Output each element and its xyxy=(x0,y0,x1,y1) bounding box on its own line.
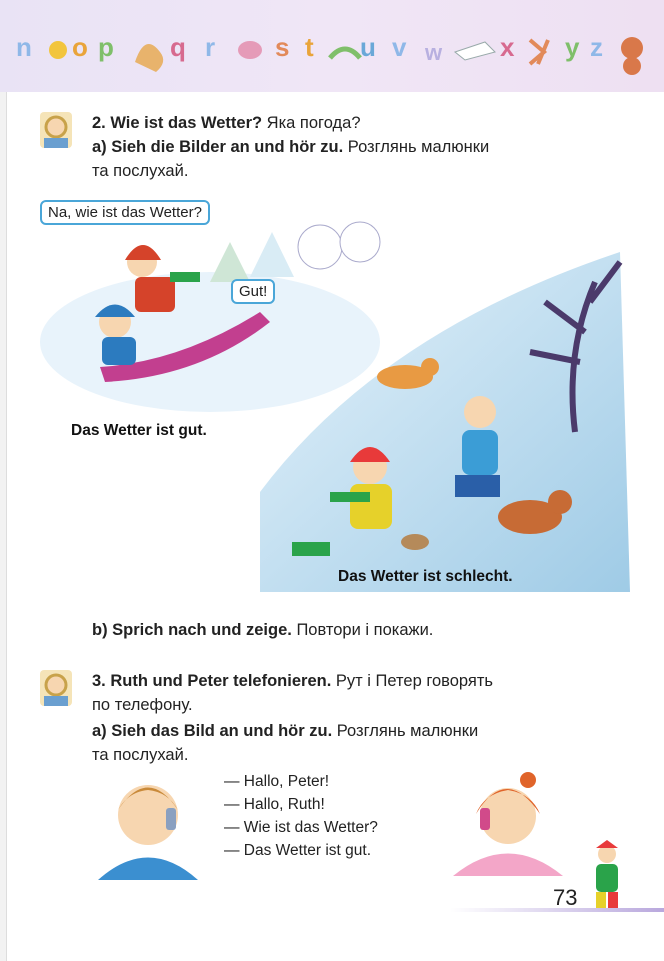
dialog-line: — Hallo, Ruth! xyxy=(224,796,325,813)
pig-icon xyxy=(238,41,262,59)
task3-sub-a-de: a) Sieh das Bild an und hör zu. xyxy=(92,722,333,740)
snowy-trees xyxy=(210,222,380,282)
phone-dialog xyxy=(224,770,378,862)
task2b-line xyxy=(92,619,433,641)
banner-letter: w xyxy=(425,40,443,65)
caption-good-weather: Das Wetter ist gut. xyxy=(71,422,207,439)
task3-sub-a-ua-cont: та послухай. xyxy=(92,746,189,764)
task2b-ua: Повтори і покажи. xyxy=(291,621,434,639)
task2-sub-a-ua: Розглянь малюнки xyxy=(343,138,490,156)
ruth-on-phone xyxy=(448,766,568,876)
task2-sub-a-ua-cont: та послухай. xyxy=(92,162,189,180)
task2-heading: 2. Wie ist das Wetter? xyxy=(92,114,263,132)
banner-letter: v xyxy=(392,32,407,62)
clown-icon xyxy=(582,840,632,918)
task3-heading-ua-cont: по телефону. xyxy=(92,696,193,714)
girl-avatar-icon xyxy=(38,110,74,150)
banner-letter: q xyxy=(170,32,186,62)
dinosaur-icon xyxy=(135,44,163,72)
phone-icon xyxy=(166,808,176,830)
banner-letter: p xyxy=(98,32,114,62)
task2-sub-a-de: a) Sieh die Bilder an und hör zu. xyxy=(92,138,344,156)
task2-sub-a-line xyxy=(92,136,489,158)
page-edge xyxy=(0,0,7,961)
teddy-bear-icon xyxy=(621,37,643,59)
flower-icon xyxy=(49,41,67,59)
banner-letter: u xyxy=(360,32,376,62)
speech-bubble-question: Na, wie ist das Wetter? xyxy=(40,200,210,225)
task3-heading-ua: Рут і Петер говорять xyxy=(331,672,493,690)
task2-heading-ua: Яка погода? xyxy=(262,114,361,132)
banner-letter: r xyxy=(205,32,216,62)
speech-bubble-answer: Gut! xyxy=(231,279,275,304)
alphabet-banner xyxy=(0,0,664,92)
banner-letter: s xyxy=(275,32,290,62)
task2b-de: b) Sprich nach und zeige. xyxy=(92,621,292,639)
phone-icon xyxy=(480,808,490,830)
task3-heading: 3. Ruth und Peter telefonieren. xyxy=(92,672,332,690)
dialog-line: — Wie ist das Wetter? xyxy=(224,819,378,836)
banner-letter: t xyxy=(305,32,314,62)
banner-letter: x xyxy=(500,32,515,62)
fox-icon xyxy=(530,40,548,64)
task3-heading-line xyxy=(92,670,493,692)
task3-sub-a-line xyxy=(92,720,478,742)
page-number: 73 xyxy=(553,885,578,910)
peter-on-phone xyxy=(88,770,208,880)
paper-boat-icon xyxy=(455,42,495,60)
task2-heading-line xyxy=(92,112,361,134)
weather-illustration xyxy=(30,192,630,592)
dialog-line: — Hallo, Peter! xyxy=(224,773,330,790)
banner-letter: y xyxy=(565,32,580,62)
mouse xyxy=(401,534,429,550)
task3-sub-a-ua: Розглянь малюнки xyxy=(332,722,479,740)
dialog-line: — Das Wetter ist gut. xyxy=(224,842,372,859)
snake-icon xyxy=(330,49,360,58)
banner-letter: o xyxy=(72,32,88,62)
girl-avatar-icon xyxy=(38,668,74,708)
caption-bad-weather: Das Wetter ist schlecht. xyxy=(338,568,513,585)
banner-letter: z xyxy=(590,32,603,62)
alphabet-banner-art xyxy=(0,0,664,92)
banner-letter: n xyxy=(16,32,32,62)
